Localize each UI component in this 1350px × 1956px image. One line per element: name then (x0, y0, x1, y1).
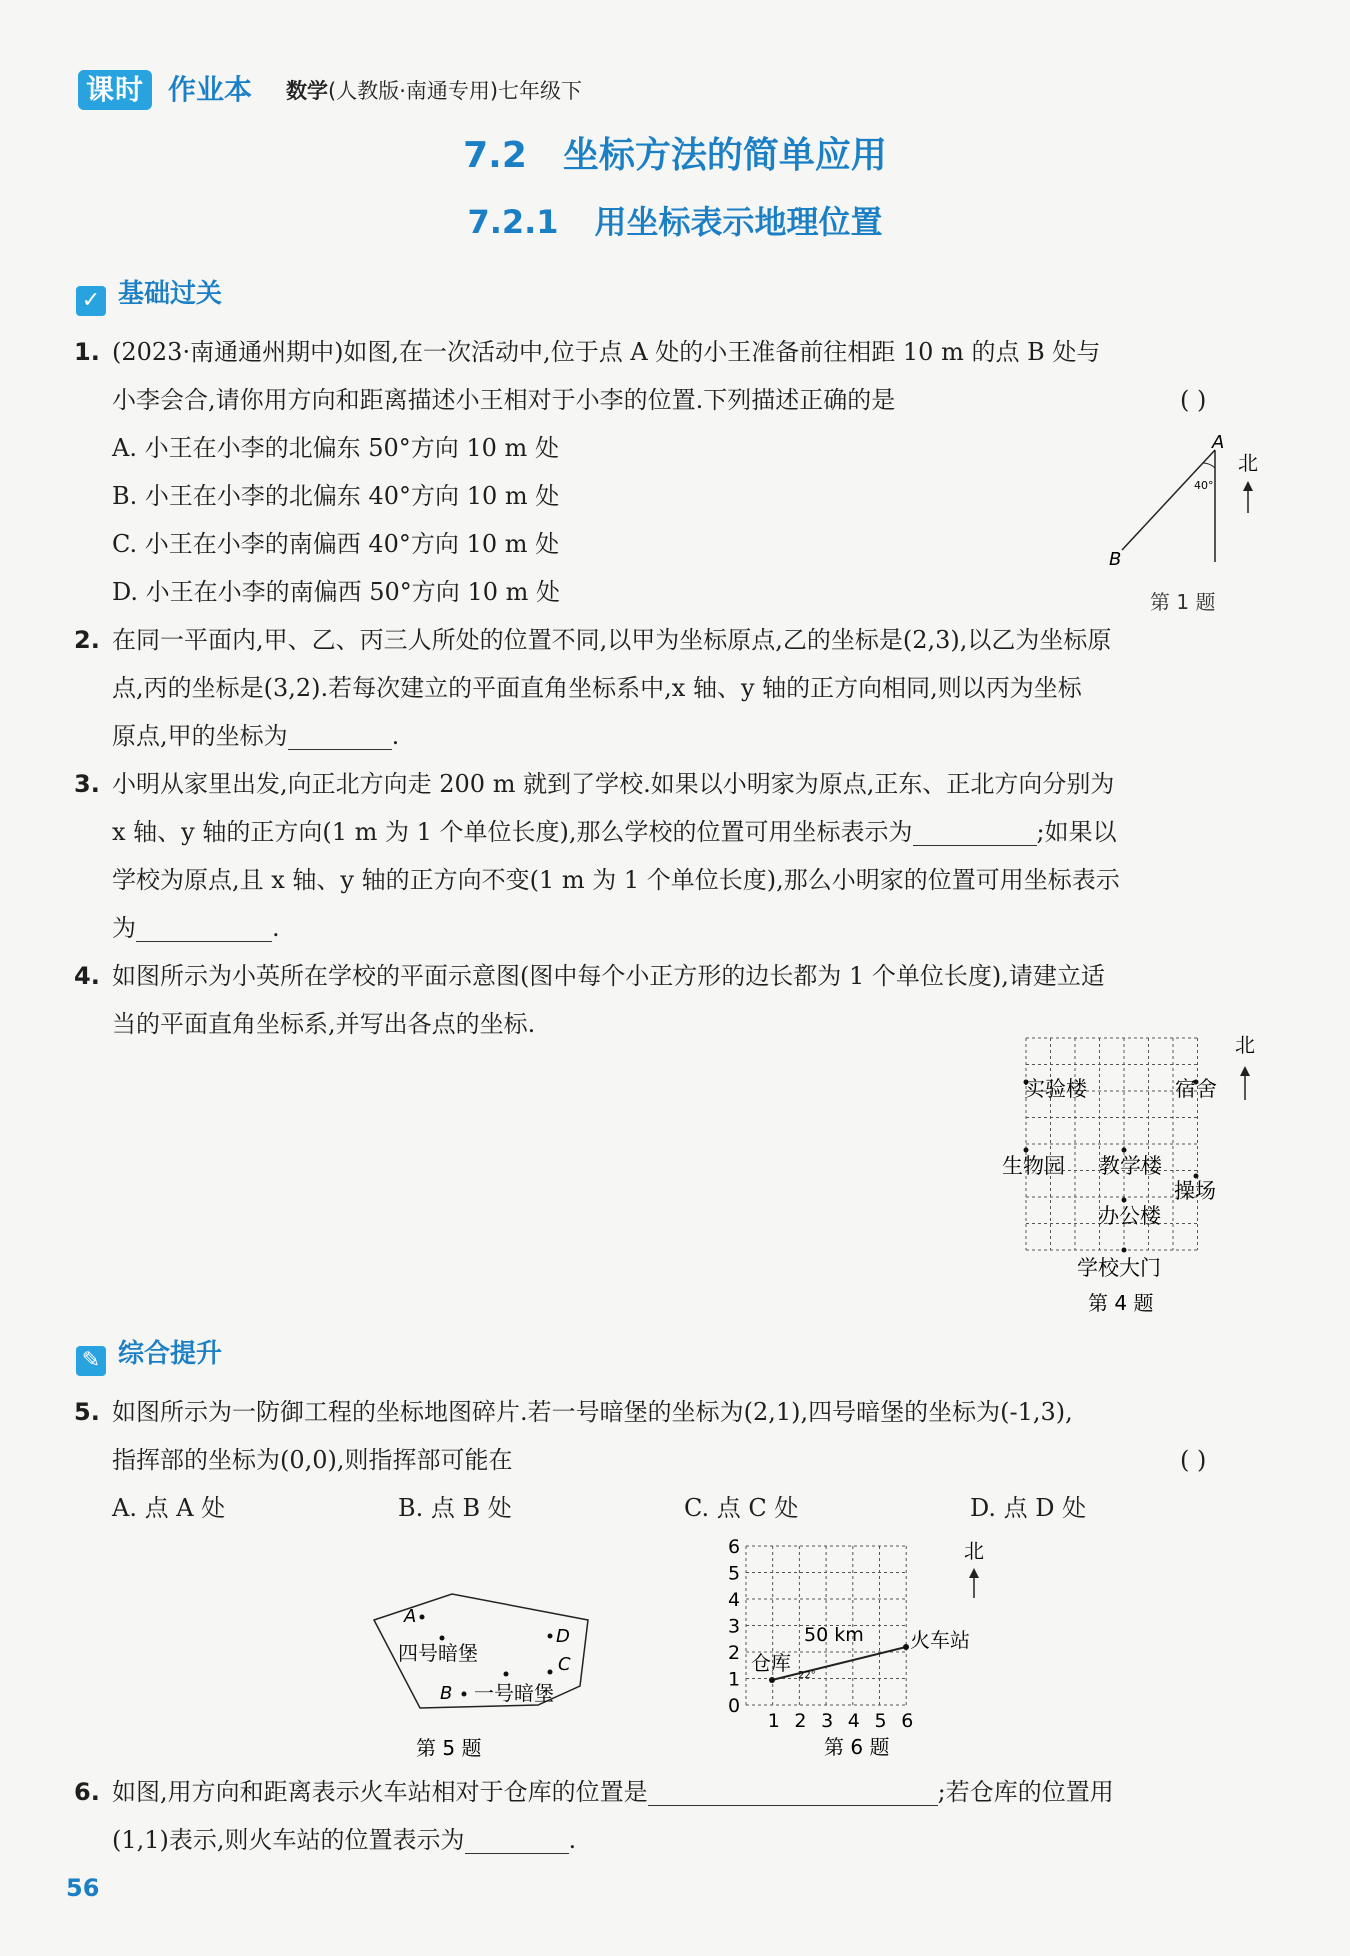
q6-y-tick-label: 0 (728, 1695, 741, 1717)
q4-number: 4. (74, 962, 100, 990)
q2-number: 2. (74, 626, 100, 654)
q4-label-teaching-building: 教学楼 (1099, 1154, 1162, 1178)
q2-end: . (391, 722, 400, 750)
q4-label-gate: 学校大门 (1077, 1256, 1161, 1280)
q4-label-bio-garden: 生物园 (1002, 1154, 1065, 1178)
q1-answer-paren[interactable]: ( ) (1180, 386, 1207, 414)
q3-end: . (272, 914, 280, 942)
q4-point-playground (1194, 1174, 1199, 1179)
q5-label-b: B (440, 1683, 453, 1704)
q5-point-c (548, 1670, 553, 1675)
page-number: 56 (66, 1874, 100, 1902)
q5-point-b (462, 1692, 467, 1697)
q4-figure (990, 1030, 1270, 1320)
q1-option-a: A. 小王在小李的北偏东 50°方向 10 m 处 (112, 434, 559, 462)
q6-answer-blank-2[interactable] (465, 1823, 569, 1854)
q4-point-bio-garden (1024, 1148, 1029, 1153)
q1-option-c: C. 小王在小李的南偏西 40°方向 10 m 处 (112, 530, 560, 558)
q5-option-c: C. 点 C 处 (684, 1494, 799, 1522)
q1-caption: 第 1 题 (1150, 590, 1216, 614)
edition: (人教版·南通专用)七年级下 (328, 79, 583, 103)
q6-caption: 第 6 题 (824, 1735, 890, 1759)
q1-label-b: B (1109, 549, 1122, 570)
q2-line3-text: 原点,甲的坐标为 (112, 722, 288, 750)
q5-line1: 如图所示为一防御工程的坐标地图碎片.若一号暗堡的坐标为(2,1),四号暗堡的坐标为(-1,3), (112, 1398, 1073, 1426)
q1-option-b: B. 小王在小李的北偏东 40°方向 10 m 处 (112, 482, 560, 510)
q5-option-d: D. 点 D 处 (970, 1494, 1087, 1522)
q6-line2 (112, 1816, 576, 1864)
q4-label-lab: 实验楼 (1024, 1077, 1087, 1101)
q5-point-fort1 (504, 1672, 509, 1677)
q5-label-a: A (404, 1606, 417, 1627)
section-advanced-heading (76, 1336, 222, 1376)
q6-x-ticks (768, 1710, 914, 1732)
q6-x-tick-label: 3 (821, 1710, 834, 1732)
q4-line2: 当的平面直角坐标系,并写出各点的坐标. (112, 1010, 536, 1038)
q4-line1: 如图所示为小英所在学校的平面示意图(图中每个小正方形的边长都为 1 个单位长度),请建立适 (112, 962, 1105, 990)
q1-line1: (2023·南通通州期中)如图,在一次活动中,位于点 A 处的小王准备前往相距 10 m 的点 B 处与 (112, 338, 1101, 366)
q5-point-fort4 (440, 1636, 445, 1641)
q6-label-warehouse: 仓库 (751, 1651, 791, 1675)
q6-distance-label: 50 km (804, 1624, 864, 1646)
q1-option-d: D. 小王在小李的南偏西 50°方向 10 m 处 (112, 578, 560, 606)
q6-answer-blank-1[interactable] (648, 1775, 938, 1806)
q5-number: 5. (74, 1398, 100, 1426)
q4-label-dorm: 宿舍 (1175, 1077, 1217, 1101)
q4-label-office: 办公楼 (1098, 1204, 1161, 1228)
q5-caption: 第 5 题 (416, 1736, 482, 1760)
section-title (0, 132, 1350, 180)
q1-segment-ab (1122, 450, 1215, 550)
subsection-title (0, 200, 1350, 244)
pencil-icon: ✎ (76, 1346, 106, 1376)
q6-figure (720, 1530, 1010, 1770)
section-basic-heading (76, 276, 222, 316)
q5-label-fort4: 四号暗堡 (398, 1641, 478, 1665)
q6-y-tick-label: 5 (728, 1562, 741, 1585)
book-subtitle (286, 76, 582, 106)
q3-line1: 小明从家里出发,向正北方向走 200 m 就到了学校.如果以小明家为原点,正东、正北方向分别为 (112, 770, 1115, 798)
q6-end: . (568, 1826, 577, 1854)
section-number: 7.2 (463, 135, 527, 176)
subsection-number: 7.2.1 (467, 203, 559, 241)
q6-line1 (112, 1768, 1114, 1816)
q6-label-station: 火车站 (910, 1628, 970, 1652)
brand-name: 作业本 (168, 73, 253, 106)
q4-point-office (1122, 1198, 1127, 1203)
checkbox-icon: ✓ (76, 286, 106, 316)
q3-answer-blank-2[interactable] (136, 911, 272, 942)
q6-line2-text: (1,1)表示,则火车站的位置表示为 (112, 1826, 465, 1854)
q5-label-c: C (558, 1654, 571, 1675)
q6-x-tick-label: 2 (794, 1710, 807, 1732)
q1-label-a: A (1212, 432, 1225, 453)
q2-answer-blank[interactable] (288, 719, 392, 750)
q6-x-tick-label: 4 (847, 1710, 860, 1732)
q6-y-tick-label: 6 (728, 1536, 741, 1558)
q1-angle-label: 40° (1194, 479, 1214, 492)
q6-y-tick-label: 2 (728, 1642, 741, 1664)
q3-line2-end: ;如果以 (1036, 818, 1117, 846)
q5-option-a: A. 点 A 处 (112, 1494, 226, 1522)
q5-figure (370, 1580, 610, 1770)
q1-line2: 小李会合,请你用方向和距离描述小王相对于小李的位置.下列描述正确的是 (112, 386, 896, 414)
q6-y-tick-label: 4 (728, 1589, 741, 1611)
q6-y-tick-label: 1 (728, 1668, 741, 1691)
q6-point-station (903, 1644, 909, 1650)
q5-label-d: D (556, 1626, 570, 1647)
q2-line1: 在同一平面内,甲、乙、丙三人所处的位置不同,以甲为坐标原点,乙的坐标是(2,3),以乙为坐标原 (112, 626, 1112, 654)
q4-label-playground: 操场 (1174, 1179, 1216, 1203)
q2-line3 (112, 712, 399, 760)
north-arrow-icon (969, 1568, 979, 1578)
subject: 数学 (286, 79, 328, 103)
q4-point-gate (1122, 1248, 1127, 1253)
subsection-name: 用坐标表示地理位置 (594, 203, 883, 241)
q6-number: 6. (74, 1778, 100, 1806)
q5-label-fort1: 一号暗堡 (474, 1681, 554, 1705)
q3-line2-text: x 轴、y 轴的正方向(1 m 为 1 个单位长度),那么学校的位置可用坐标表示为 (112, 818, 913, 846)
q4-point-teaching-building (1122, 1148, 1127, 1153)
q6-x-tick-label: 6 (901, 1710, 914, 1732)
q6-x-tick-label: 5 (874, 1710, 887, 1732)
q5-option-b: B. 点 B 处 (398, 1494, 512, 1522)
brand-logo: 课时 (78, 70, 152, 110)
q6-x-tick-label: 1 (767, 1710, 780, 1732)
q4-north-label: 北 (1235, 1033, 1255, 1057)
q3-line4 (112, 904, 280, 952)
q6-line1-end: ;若仓库的位置用 (937, 1778, 1114, 1806)
section-advanced-label: 综合提升 (118, 1339, 223, 1369)
section-basic-label: 基础过关 (118, 279, 223, 309)
q1-north-label: 北 (1238, 451, 1258, 475)
q5-point-a (420, 1615, 425, 1620)
q6-line1-text: 如图,用方向和距离表示火车站相对于仓库的位置是 (112, 1778, 648, 1806)
q3-line3: 学校为原点,且 x 轴、y 轴的正方向不变(1 m 为 1 个单位长度),那么小明家的位置可用坐标表示 (112, 866, 1120, 894)
q5-answer-paren[interactable]: ( ) (1180, 1446, 1207, 1474)
q6-y-tick-label: 3 (728, 1615, 741, 1638)
north-arrow-icon (1240, 1066, 1250, 1076)
section-name: 坐标方法的简单应用 (562, 135, 887, 176)
q1-angle-arc (1203, 463, 1215, 468)
north-arrow-icon (1243, 481, 1253, 491)
q5-line2: 指挥部的坐标为(0,0),则指挥部可能在 (112, 1446, 513, 1474)
q4-caption: 第 4 题 (1088, 1291, 1154, 1315)
q2-line2: 点,丙的坐标是(3,2).若每次建立的平面直角坐标系中,x 轴、y 轴的正方向相同,则以丙为坐标 (112, 674, 1082, 702)
q3-answer-blank-1[interactable] (913, 815, 1037, 846)
q3-line2 (112, 808, 1117, 856)
q5-point-d (548, 1634, 553, 1639)
q3-number: 3. (74, 770, 100, 798)
q3-line4-text: 为 (112, 914, 136, 942)
q6-angle-label: 22° (798, 1670, 816, 1681)
q6-y-ticks (728, 1536, 740, 1717)
q1-number: 1. (74, 338, 100, 366)
q6-north-label: 北 (964, 1539, 984, 1563)
q6-point-warehouse (769, 1677, 775, 1683)
